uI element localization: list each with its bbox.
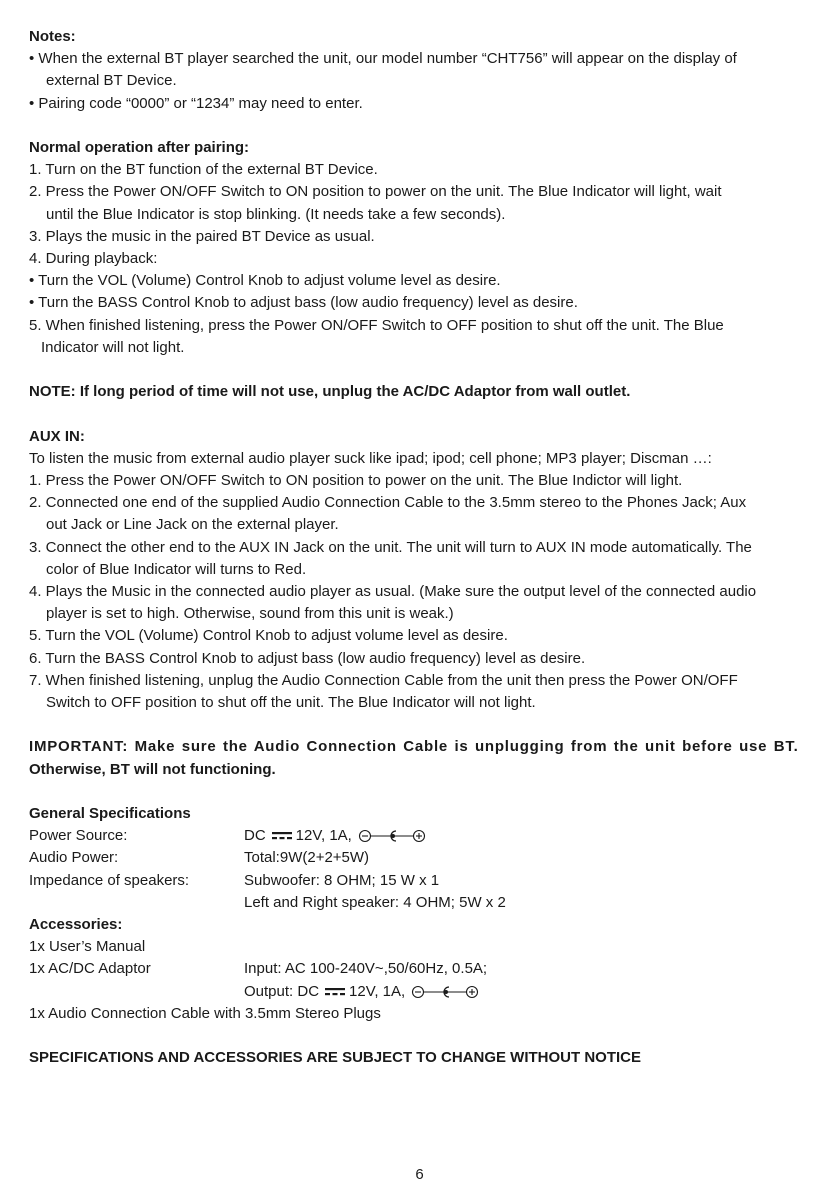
polarity-center-positive-icon xyxy=(358,829,426,843)
spec-power-value xyxy=(244,825,426,847)
manual-page xyxy=(29,26,819,1069)
polarity-center-positive-icon xyxy=(411,985,479,999)
accessory-adaptor-row xyxy=(29,958,819,980)
normal-bullet-bass: • Turn the BASS Control Knob to adjust bass (low audio frequency) level as desire. xyxy=(29,294,578,312)
aux-step-2-line-1: 2. Connected one end of the supplied Audio Connection Cable to the 3.5mm stereo to the Phones Jack; Aux xyxy=(29,494,747,512)
normal-step-2-line-1: 2. Press the Power ON/OFF Switch to ON position to power on the unit. The Blue Indicator will light, wait xyxy=(29,183,722,201)
accessories-heading: Accessories: xyxy=(29,916,123,934)
aux-step-5: 5. Turn the VOL (Volume) Control Knob to adjust volume level as desire. xyxy=(29,627,508,645)
accessory-output-dc: Output: DC xyxy=(244,982,320,1000)
aux-step-2-line-2: out Jack or Line Jack on the external player. xyxy=(46,516,339,534)
accessory-adaptor-output-row xyxy=(29,981,819,1003)
accessory-cable: 1x Audio Connection Cable with 3.5mm Stereo Plugs xyxy=(29,1004,381,1022)
normal-step-3: 3. Plays the music in the paired BT Device as usual. xyxy=(29,227,375,245)
aux-step-3-line-2: color of Blue Indicator will turns to Red. xyxy=(46,560,307,578)
spec-power-label: Power Source: xyxy=(29,827,128,845)
spec-impedance-row xyxy=(29,870,819,892)
normal-bullet-volume: • Turn the VOL (Volume) Control Knob to adjust volume level as desire. xyxy=(29,272,501,290)
footer-notice: SPECIFICATIONS AND ACCESSORIES ARE SUBJECT TO CHANGE WITHOUT NOTICE xyxy=(29,1049,641,1067)
spacer xyxy=(29,981,244,1003)
spec-impedance-label: Impedance of speakers: xyxy=(29,871,190,889)
aux-step-4-line-2: player is set to high. Otherwise, sound from this unit is weak.) xyxy=(46,605,454,623)
spec-audio-value: Total:9W(2+2+5W) xyxy=(244,849,370,867)
spacer xyxy=(29,359,819,381)
aux-step-6: 6. Turn the BASS Control Knob to adjust bass (low audio frequency) level as desire. xyxy=(29,649,586,667)
aux-step-4-line-1: 4. Plays the Music in the connected audio player as usual. (Make sure the output level of the connected audio xyxy=(29,583,757,601)
spacer xyxy=(29,1025,819,1047)
notes-bullet-1-line-1: • When the external BT player searched the unit, our model number “CHT756” will appear on the display of xyxy=(29,50,737,68)
accessory-manual: 1x User’s Manual xyxy=(29,938,146,956)
spec-power-rating: 12V, 1A, xyxy=(295,827,352,845)
spacer xyxy=(29,403,819,425)
normal-step-5-line-1: 5. When finished listening, press the Power ON/OFF Switch to OFF position to shut off the unit. The Blue xyxy=(29,316,724,334)
aux-step-7-line-2: Switch to OFF position to shut off the unit. The Blue Indicator will not light. xyxy=(46,694,536,712)
accessory-adaptor-label: 1x AC/DC Adaptor xyxy=(29,960,151,978)
spec-audio-row xyxy=(29,847,819,869)
spec-power-dc: DC xyxy=(244,827,266,845)
spec-impedance-value-2: Left and Right speaker: 4 OHM; 5W x 2 xyxy=(244,893,506,911)
normal-operation-heading: Normal operation after pairing: xyxy=(29,139,250,156)
note-unplug: NOTE: If long period of time will not use, unplug the AC/DC Adaptor from wall outlet. xyxy=(29,383,631,401)
notes-bullet-2: • Pairing code “0000” or “1234” may need to enter. xyxy=(29,94,363,112)
spacer xyxy=(29,781,819,803)
aux-step-1: 1. Press the Power ON/OFF Switch to ON position to power on the unit. The Blue Indictor will light. xyxy=(29,472,683,490)
aux-step-7-line-1: 7. When finished listening, unplug the Audio Connection Cable from the unit then press the Power ON/OFF xyxy=(29,671,738,689)
spacer xyxy=(29,714,819,736)
notes-heading: Notes: xyxy=(29,28,76,45)
spec-impedance-value-1: Subwoofer: 8 OHM; 15 W x 1 xyxy=(244,871,440,889)
accessory-output-rating: 12V, 1A, xyxy=(349,982,406,1000)
important-line-2: Otherwise, BT will not functioning. xyxy=(29,760,276,778)
aux-step-3-line-1: 3. Connect the other end to the AUX IN Jack on the unit. The unit will turn to AUX IN mode automatically. The xyxy=(29,538,752,556)
spacer xyxy=(29,892,244,914)
spec-impedance-row-2 xyxy=(29,892,819,914)
spec-power-row xyxy=(29,825,819,847)
notes-bullet-1-line-2: external BT Device. xyxy=(46,72,177,90)
aux-intro: To listen the music from external audio player suck like ipad; ipod; cell phone; MP3 player; Discman …: xyxy=(29,449,712,467)
dc-symbol-icon xyxy=(272,831,292,841)
normal-step-2-line-2: until the Blue Indicator is stop blinking. (It needs take a few seconds). xyxy=(46,205,506,223)
important-line-1: IMPORTANT: Make sure the Audio Connection Cable is unplugging from the unit before use BT. xyxy=(29,738,799,756)
aux-heading: AUX IN: xyxy=(29,427,85,445)
page-number: 6 xyxy=(415,1166,424,1183)
spec-audio-label: Audio Power: xyxy=(29,849,119,867)
normal-step-4: 4. During playback: xyxy=(29,250,158,268)
normal-step-5-line-2: Indicator will not light. xyxy=(41,338,185,356)
normal-step-1: 1. Turn on the BT function of the external BT Device. xyxy=(29,161,378,179)
accessory-adaptor-input: Input: AC 100-240V~,50/60Hz, 0.5A; xyxy=(244,960,488,978)
dc-symbol-icon xyxy=(325,987,345,997)
spacer xyxy=(29,115,819,137)
specs-heading: General Specifications xyxy=(29,805,191,823)
accessory-adaptor-output xyxy=(244,981,479,1003)
